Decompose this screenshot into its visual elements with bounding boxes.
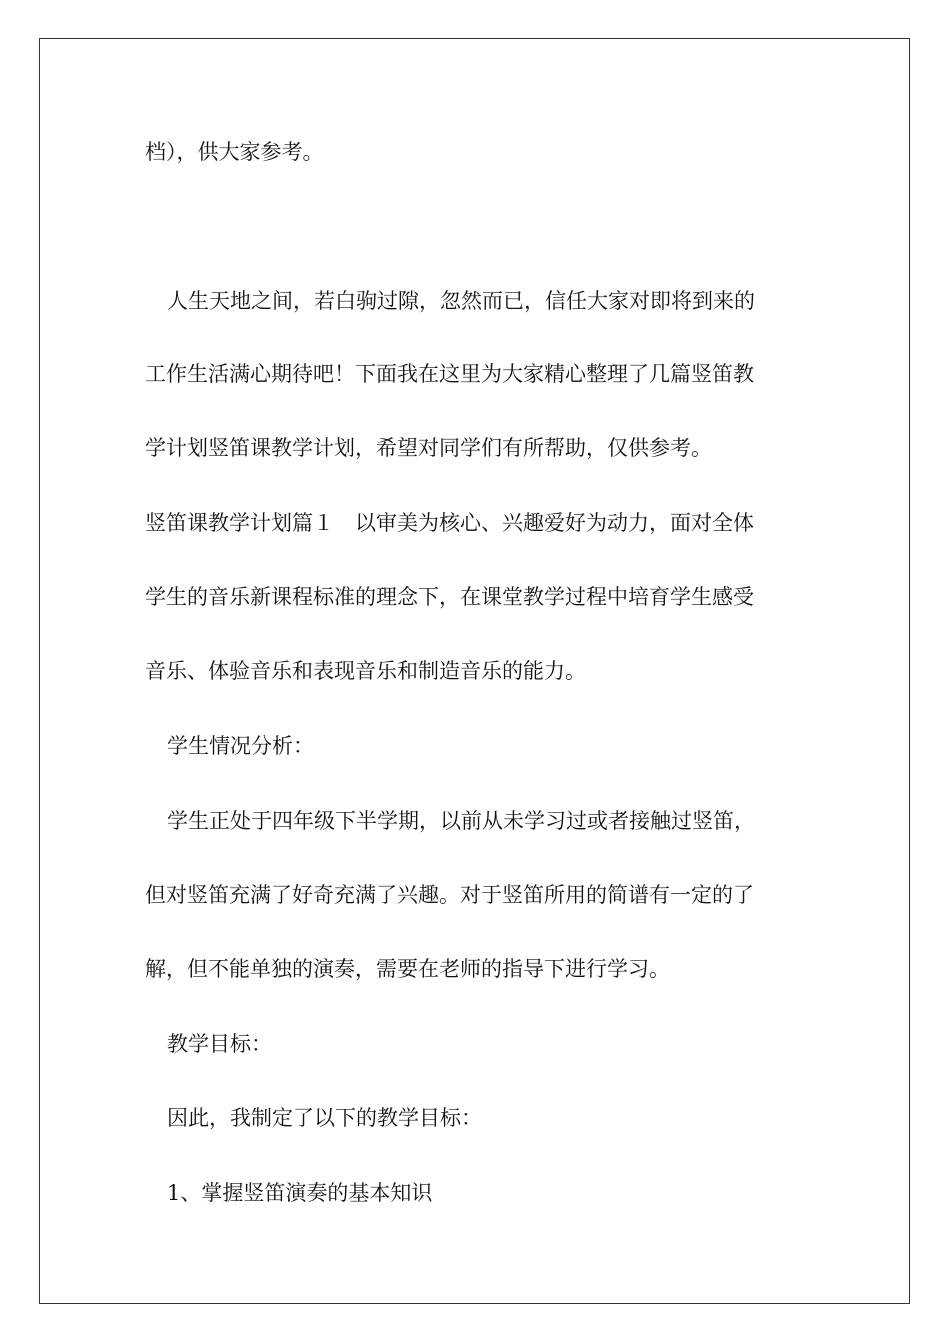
subheading-teaching-goals: 教学目标：	[167, 1032, 272, 1056]
text-line-analysis-1: 学生正处于四年级下半学期，以前从未学习过或者接触过竖笛，	[167, 809, 755, 833]
subheading-student-analysis: 学生情况分析：	[167, 734, 314, 758]
list-item-goal-1: 1、掌握竖笛演奏的基本知识	[167, 1181, 433, 1205]
text-line-intro-2: 工作生活满心期待吧！下面我在这里为大家精心整理了几篇竖笛教	[145, 362, 754, 386]
text-line-analysis-3: 解，但不能单独的演奏，需要在老师的指导下进行学习。	[145, 957, 670, 981]
text-line-intro-3: 学计划竖笛课教学计划，希望对同学们有所帮助，仅供参考。	[145, 436, 712, 460]
text-line-goals-intro: 因此，我制定了以下的教学目标：	[167, 1106, 482, 1130]
section-heading-line: 竖笛课教学计划篇１ 以审美为核心、兴趣爱好为动力，面对全体	[145, 511, 754, 535]
text-line-intro-1: 人生天地之间，若白驹过隙，忽然而已，信任大家对即将到来的	[167, 289, 755, 313]
text-line-analysis-2: 但对竖笛充满了好奇充满了兴趣。对于竖笛所用的简谱有一定的了	[145, 883, 754, 907]
text-line-philosophy-2: 学生的音乐新课程标准的理念下，在课堂教学过程中培育学生感受	[145, 585, 754, 609]
text-line-continuation: 档），供大家参考。	[145, 140, 324, 164]
text-line-philosophy-3: 音乐、体验音乐和表现音乐和制造音乐的能力。	[145, 659, 586, 683]
